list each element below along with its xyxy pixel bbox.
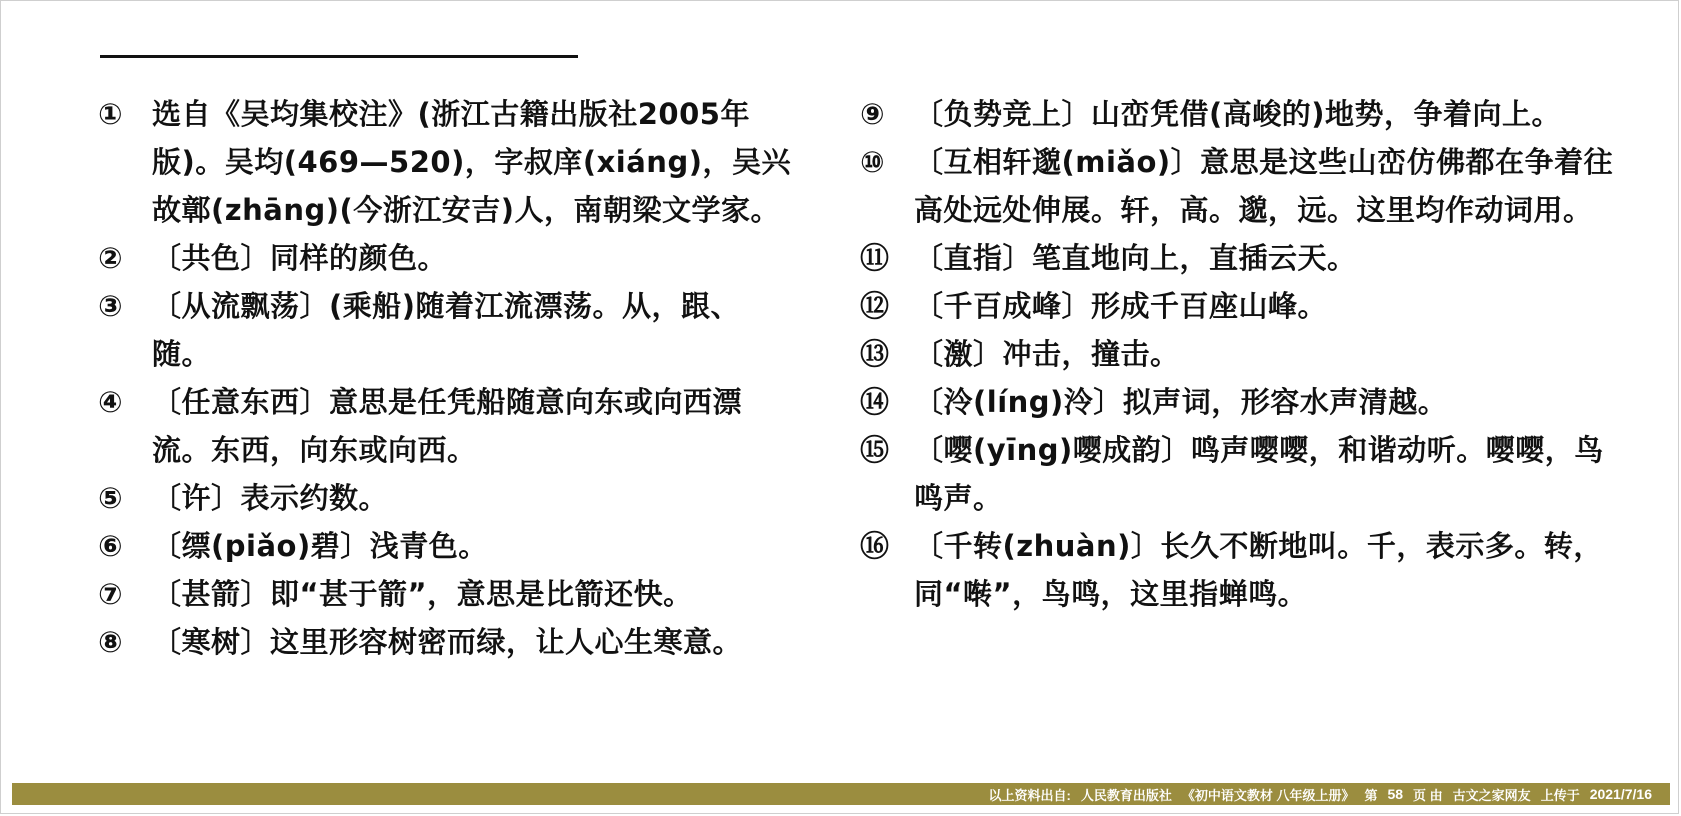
note-text: 〔直指〕笔直地向上，直插云天。 <box>914 241 1357 275</box>
note-number: ⑩ <box>860 145 886 179</box>
note-number: ⑨ <box>860 97 886 131</box>
note-text: 选自《吴均集校注》(浙江古籍出版社2005年版)。吴均(469—520)，字叔庠(xiáng)，吴兴故鄣(zhāng)(今浙江安吉)人，南朝梁文学家。 <box>152 97 791 227</box>
notes-column-left <box>98 90 798 666</box>
footer-date: 2021/7/16 <box>1589 786 1652 802</box>
note-6 <box>98 522 798 570</box>
note-1 <box>98 90 798 234</box>
note-10 <box>860 138 1620 234</box>
note-number: ⑧ <box>98 625 124 659</box>
note-text: 〔许〕表示约数。 <box>152 481 389 515</box>
note-text: 〔任意东西〕意思是任凭船随意向东或向西漂流。东西，向东或向西。 <box>152 385 743 467</box>
note-text: 〔千百成峰〕形成千百座山峰。 <box>914 289 1328 323</box>
note-number: ④ <box>98 385 124 419</box>
note-number: ⑯ <box>860 529 890 563</box>
note-3 <box>98 282 798 378</box>
notes-column-right <box>860 90 1620 618</box>
note-text: 〔从流飘荡〕(乘船)随着江流漂荡。从，跟、随。 <box>152 289 741 371</box>
note-7 <box>98 570 798 618</box>
note-number: ③ <box>98 289 124 323</box>
footer-uploaded-label: 上传于 <box>1540 787 1580 803</box>
note-text: 〔缥(piǎo)碧〕浅青色。 <box>152 529 488 563</box>
footer-page-number: 58 <box>1387 786 1404 802</box>
note-number: ① <box>98 97 124 131</box>
footer-book-title: 《初中语文教材 八年级上册》 <box>1181 787 1355 803</box>
note-text: 〔激〕冲击，撞击。 <box>914 337 1180 371</box>
note-number: ⑪ <box>860 241 890 275</box>
note-text: 〔负势竞上〕山峦凭借(高峻的)地势，争着向上。 <box>914 97 1562 131</box>
note-4 <box>98 378 798 474</box>
source-footer-bar <box>12 783 1670 805</box>
note-text: 〔互相轩邈(miǎo)〕意思是这些山峦仿佛都在争着往高处远处伸展。轩，高。邈，远。这里均作动词用。 <box>914 145 1614 227</box>
note-text: 〔嘤(yīng)嘤成韵〕鸣声嘤嘤，和谐动听。嘤嘤，鸟鸣声。 <box>914 433 1604 515</box>
note-number: ⑤ <box>98 481 124 515</box>
note-14 <box>860 378 1620 426</box>
note-2 <box>98 234 798 282</box>
footer-page-prefix: 第 <box>1364 787 1378 803</box>
footer-publisher: 人民教育出版社 <box>1080 787 1172 803</box>
note-number: ⑭ <box>860 385 890 419</box>
note-text: 〔甚箭〕即“甚于箭”，意思是比箭还快。 <box>152 577 693 611</box>
note-number: ⑮ <box>860 433 890 467</box>
footnote-separator-rule <box>100 55 578 58</box>
note-13 <box>860 330 1620 378</box>
note-number: ② <box>98 241 124 275</box>
footer-page-suffix: 页 由 <box>1413 787 1443 803</box>
note-text: 〔千转(zhuàn)〕长久不断地叫。千，表示多。转，同“啭”，鸟鸣，这里指蝉鸣。 <box>914 529 1603 611</box>
note-text: 〔泠(líng)泠〕拟声词，形容水声清越。 <box>914 385 1448 419</box>
note-15 <box>860 426 1620 522</box>
note-16 <box>860 522 1620 618</box>
note-number: ⑫ <box>860 289 890 323</box>
note-text: 〔寒树〕这里形容树密而绿，让人心生寒意。 <box>152 625 743 659</box>
note-8 <box>98 618 798 666</box>
footer-source-label: 以上资料出自: <box>988 787 1071 803</box>
note-9 <box>860 90 1620 138</box>
note-text: 〔共色〕同样的颜色。 <box>152 241 448 275</box>
note-number: ⑬ <box>860 337 890 371</box>
note-5 <box>98 474 798 522</box>
note-number: ⑦ <box>98 577 124 611</box>
note-12 <box>860 282 1620 330</box>
footer-uploader: 古文之家网友 <box>1452 787 1531 803</box>
note-11 <box>860 234 1620 282</box>
note-number: ⑥ <box>98 529 124 563</box>
